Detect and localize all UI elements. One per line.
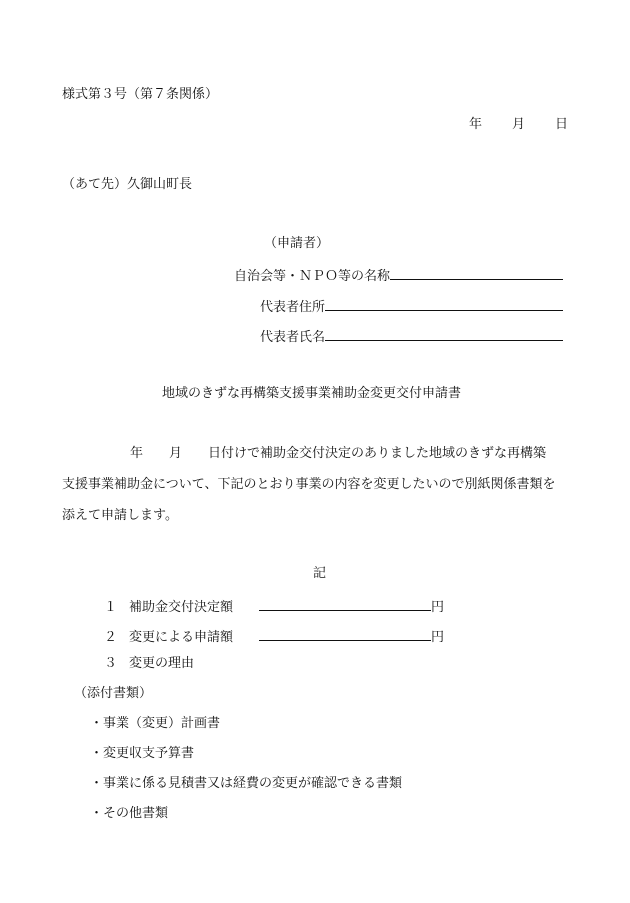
date-day: 日 — [554, 117, 568, 132]
item-1-field[interactable] — [259, 597, 431, 611]
item-1-label: 補助金交付決定額 — [129, 600, 234, 615]
rep-address-label: 代表者住所 — [260, 300, 326, 315]
date-year: 年 — [468, 117, 482, 132]
document-title: 地域のきずな再構築支援事業補助金変更交付申請書 — [162, 386, 462, 401]
date-month: 月 — [511, 117, 525, 132]
attachment-item: ・その他書類 — [90, 806, 169, 821]
item-1-num: １ — [104, 600, 118, 615]
org-name-field[interactable] — [390, 266, 563, 280]
body-line-3: 添えて申請します。 — [62, 508, 178, 523]
addressee: （あて先）久御山町長 — [62, 177, 193, 192]
rep-address-field[interactable] — [325, 297, 563, 311]
item-1 — [104, 597, 444, 614]
body-month: 月 — [169, 446, 183, 461]
ki-heading: 記 — [313, 566, 327, 581]
attachment-item: ・事業に係る見積書又は経費の変更が確認できる書類 — [90, 776, 403, 791]
body-line-2: 支援事業補助金について、下記のとおり事業の内容を変更したいので別紙関係書類を — [62, 477, 556, 492]
item-3-num: ３ — [104, 656, 118, 671]
item-3-label: 変更の理由 — [129, 656, 195, 671]
attachment-item: ・変更収支予算書 — [90, 746, 195, 761]
item-2 — [104, 627, 444, 644]
date-line — [469, 118, 568, 131]
body-line-1 — [62, 438, 574, 469]
rep-address-line — [260, 297, 563, 314]
rep-name-field[interactable] — [325, 327, 563, 341]
body-line-1-rest: 日付けで補助金交付決定のありました地域のきずな再構築 — [208, 446, 547, 461]
form-number: 様式第３号（第７条関係） — [62, 87, 219, 102]
item-2-field[interactable] — [259, 627, 431, 641]
rep-name-line — [260, 327, 563, 344]
item-2-unit: 円 — [431, 630, 445, 645]
item-2-label: 変更による申請額 — [129, 630, 234, 645]
applicant-heading: （申請者） — [264, 236, 330, 251]
item-2-num: ２ — [104, 630, 118, 645]
rep-name-label: 代表者氏名 — [260, 330, 326, 345]
attachments-heading: （添付書類） — [74, 686, 153, 701]
body-year: 年 — [130, 446, 144, 461]
item-1-unit: 円 — [431, 600, 445, 615]
item-3 — [104, 657, 194, 670]
org-name-line — [234, 266, 563, 283]
body-text — [62, 438, 574, 531]
attachment-item: ・事業（変更）計画書 — [90, 716, 221, 731]
org-name-label: 自治会等・ＮＰＯ等の名称 — [234, 269, 391, 284]
